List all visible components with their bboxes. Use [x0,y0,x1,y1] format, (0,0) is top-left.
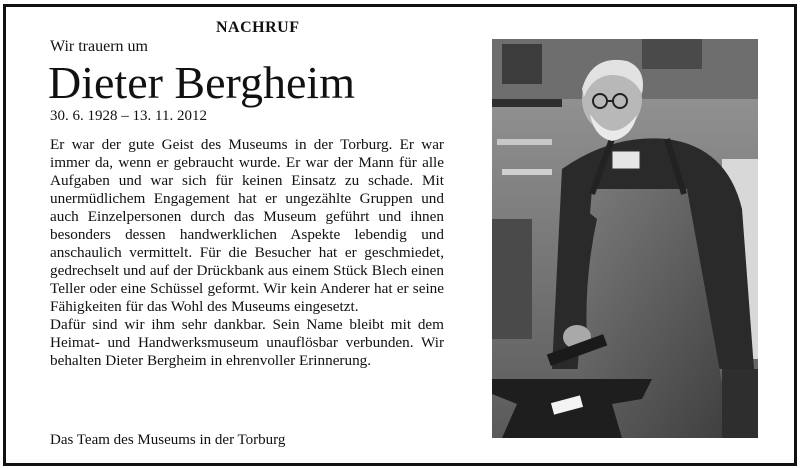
deceased-name: Dieter Bergheim [48,57,355,108]
body-paragraph-1: Er war der gute Geist des Museums in der Torburg. Er war immer da, wenn er gebraucht wurde. Er war der Mann für alle Aufgaben und war sich für keinen Einsatz zu schade. Mit unermüdlichem Engagement hat er ungezählte Gruppen und auch Einzelpersonen durch das Museum geführt und ihnen besonders dessen handwerklichen Aspekte lebendig und anschaulich vermittelt. Für die Besucher hat er geschmiedet, gedrechselt und auf der Drückbank aus einem Stück Blech einen Teller oder eine Schüssel geformt. Wir kein Anderer hat er seine Fähigkeiten für das Wohl des Museums eingesetzt. [50,136,444,315]
body-paragraph-2: Dafür sind wir ihm sehr dankbar. Sein Name bleibt mit dem Heimat- und Handwerksmuseum unauflösbar verbunden. Wir behalten Dieter Bergheim in ehrenvoller Erinnerung. [50,316,444,369]
portrait-photo [492,39,758,438]
life-dates: 30. 6. 1928 – 13. 11. 2012 [50,108,207,124]
obituary-notice [3,4,797,466]
notice-body [50,136,444,370]
notice-signature: Das Team des Museums in der Torburg [50,432,286,448]
notice-kicker: NACHRUF [216,19,300,36]
notice-intro: Wir trauern um [50,38,148,55]
blacksmith-photo-illustration [492,39,758,438]
